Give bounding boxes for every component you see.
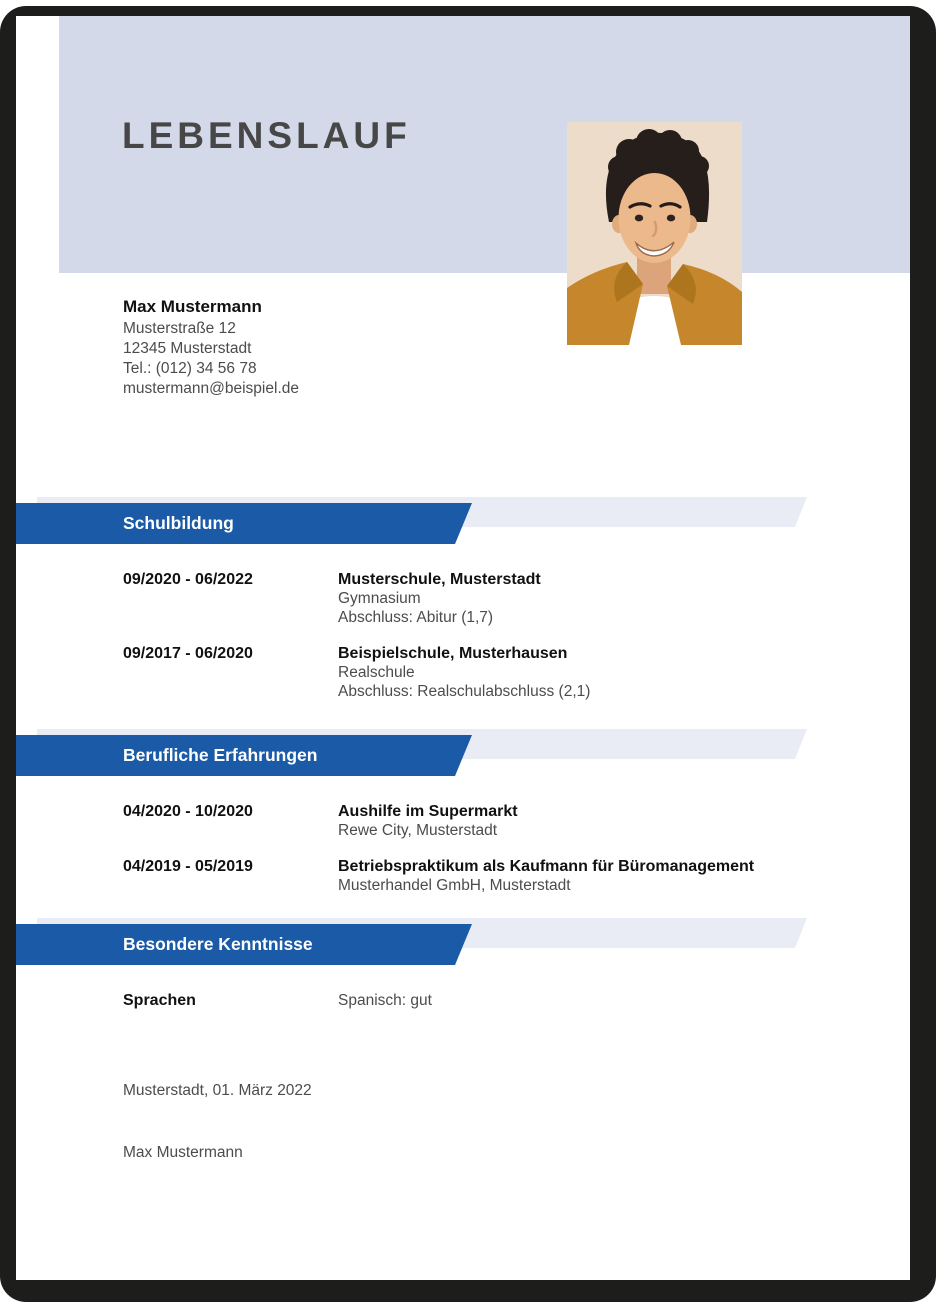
contact-city: 12345 Musterstadt bbox=[123, 340, 252, 357]
contact-block bbox=[123, 296, 483, 399]
entry-title: Aushilfe im Supermarkt bbox=[338, 803, 518, 820]
entry-label: 09/2017 - 06/2020 bbox=[123, 645, 253, 662]
entry-detail: Abschluss: Realschulabschluss (2,1) bbox=[338, 683, 591, 700]
cv-entry bbox=[123, 857, 883, 895]
contact-street: Musterstraße 12 bbox=[123, 320, 236, 337]
entry-detail: Musterhandel GmbH, Musterstadt bbox=[338, 877, 571, 894]
section-heading: Schulbildung bbox=[123, 513, 234, 533]
entries-list bbox=[123, 802, 883, 895]
entry-title: Musterschule, Musterstadt bbox=[338, 571, 541, 588]
entry-detail: Abschluss: Abitur (1,7) bbox=[338, 609, 494, 626]
section-banner bbox=[16, 503, 472, 544]
entry-label: 04/2019 - 05/2019 bbox=[123, 858, 253, 875]
entries-list bbox=[123, 991, 883, 1010]
cv-page bbox=[16, 16, 910, 1280]
section-heading: Berufliche Erfahrungen bbox=[123, 745, 318, 765]
signature-name: Max Mustermann bbox=[123, 1144, 243, 1161]
entry-body bbox=[338, 570, 883, 627]
contact-name: Max Mustermann bbox=[123, 297, 262, 316]
entry-body bbox=[338, 802, 883, 840]
contact-phone: Tel.: (012) 34 56 78 bbox=[123, 360, 257, 377]
entry-title: Betriebspraktikum als Kaufmann für Büromanagement bbox=[338, 858, 755, 875]
cv-entry bbox=[123, 991, 883, 1010]
entry-label: 09/2020 - 06/2022 bbox=[123, 571, 253, 588]
entry-body bbox=[338, 644, 883, 701]
entry-detail: Rewe City, Musterstadt bbox=[338, 822, 498, 839]
section-heading: Besondere Kenntnisse bbox=[123, 934, 313, 954]
entries-list bbox=[123, 570, 883, 701]
profile-photo bbox=[567, 122, 742, 345]
place-date: Musterstadt, 01. März 2022 bbox=[123, 1082, 312, 1099]
entry-detail: Realschule bbox=[338, 664, 415, 681]
cv-entry bbox=[123, 644, 883, 701]
contact-email: mustermann@beispiel.de bbox=[123, 380, 299, 397]
entry-title: Beispielschule, Musterhausen bbox=[338, 645, 568, 662]
entry-detail: Gymnasium bbox=[338, 590, 421, 607]
entry-label: 04/2020 - 10/2020 bbox=[123, 803, 253, 820]
entry-label: Sprachen bbox=[123, 992, 196, 1009]
entry-body bbox=[338, 991, 883, 1010]
entry-detail: Spanisch: gut bbox=[338, 992, 432, 1009]
cv-entry bbox=[123, 802, 883, 840]
cv-entry bbox=[123, 570, 883, 627]
page-title: LEBENSLAUF bbox=[122, 115, 411, 156]
entry-body bbox=[338, 857, 883, 895]
portrait-illustration bbox=[567, 122, 742, 345]
